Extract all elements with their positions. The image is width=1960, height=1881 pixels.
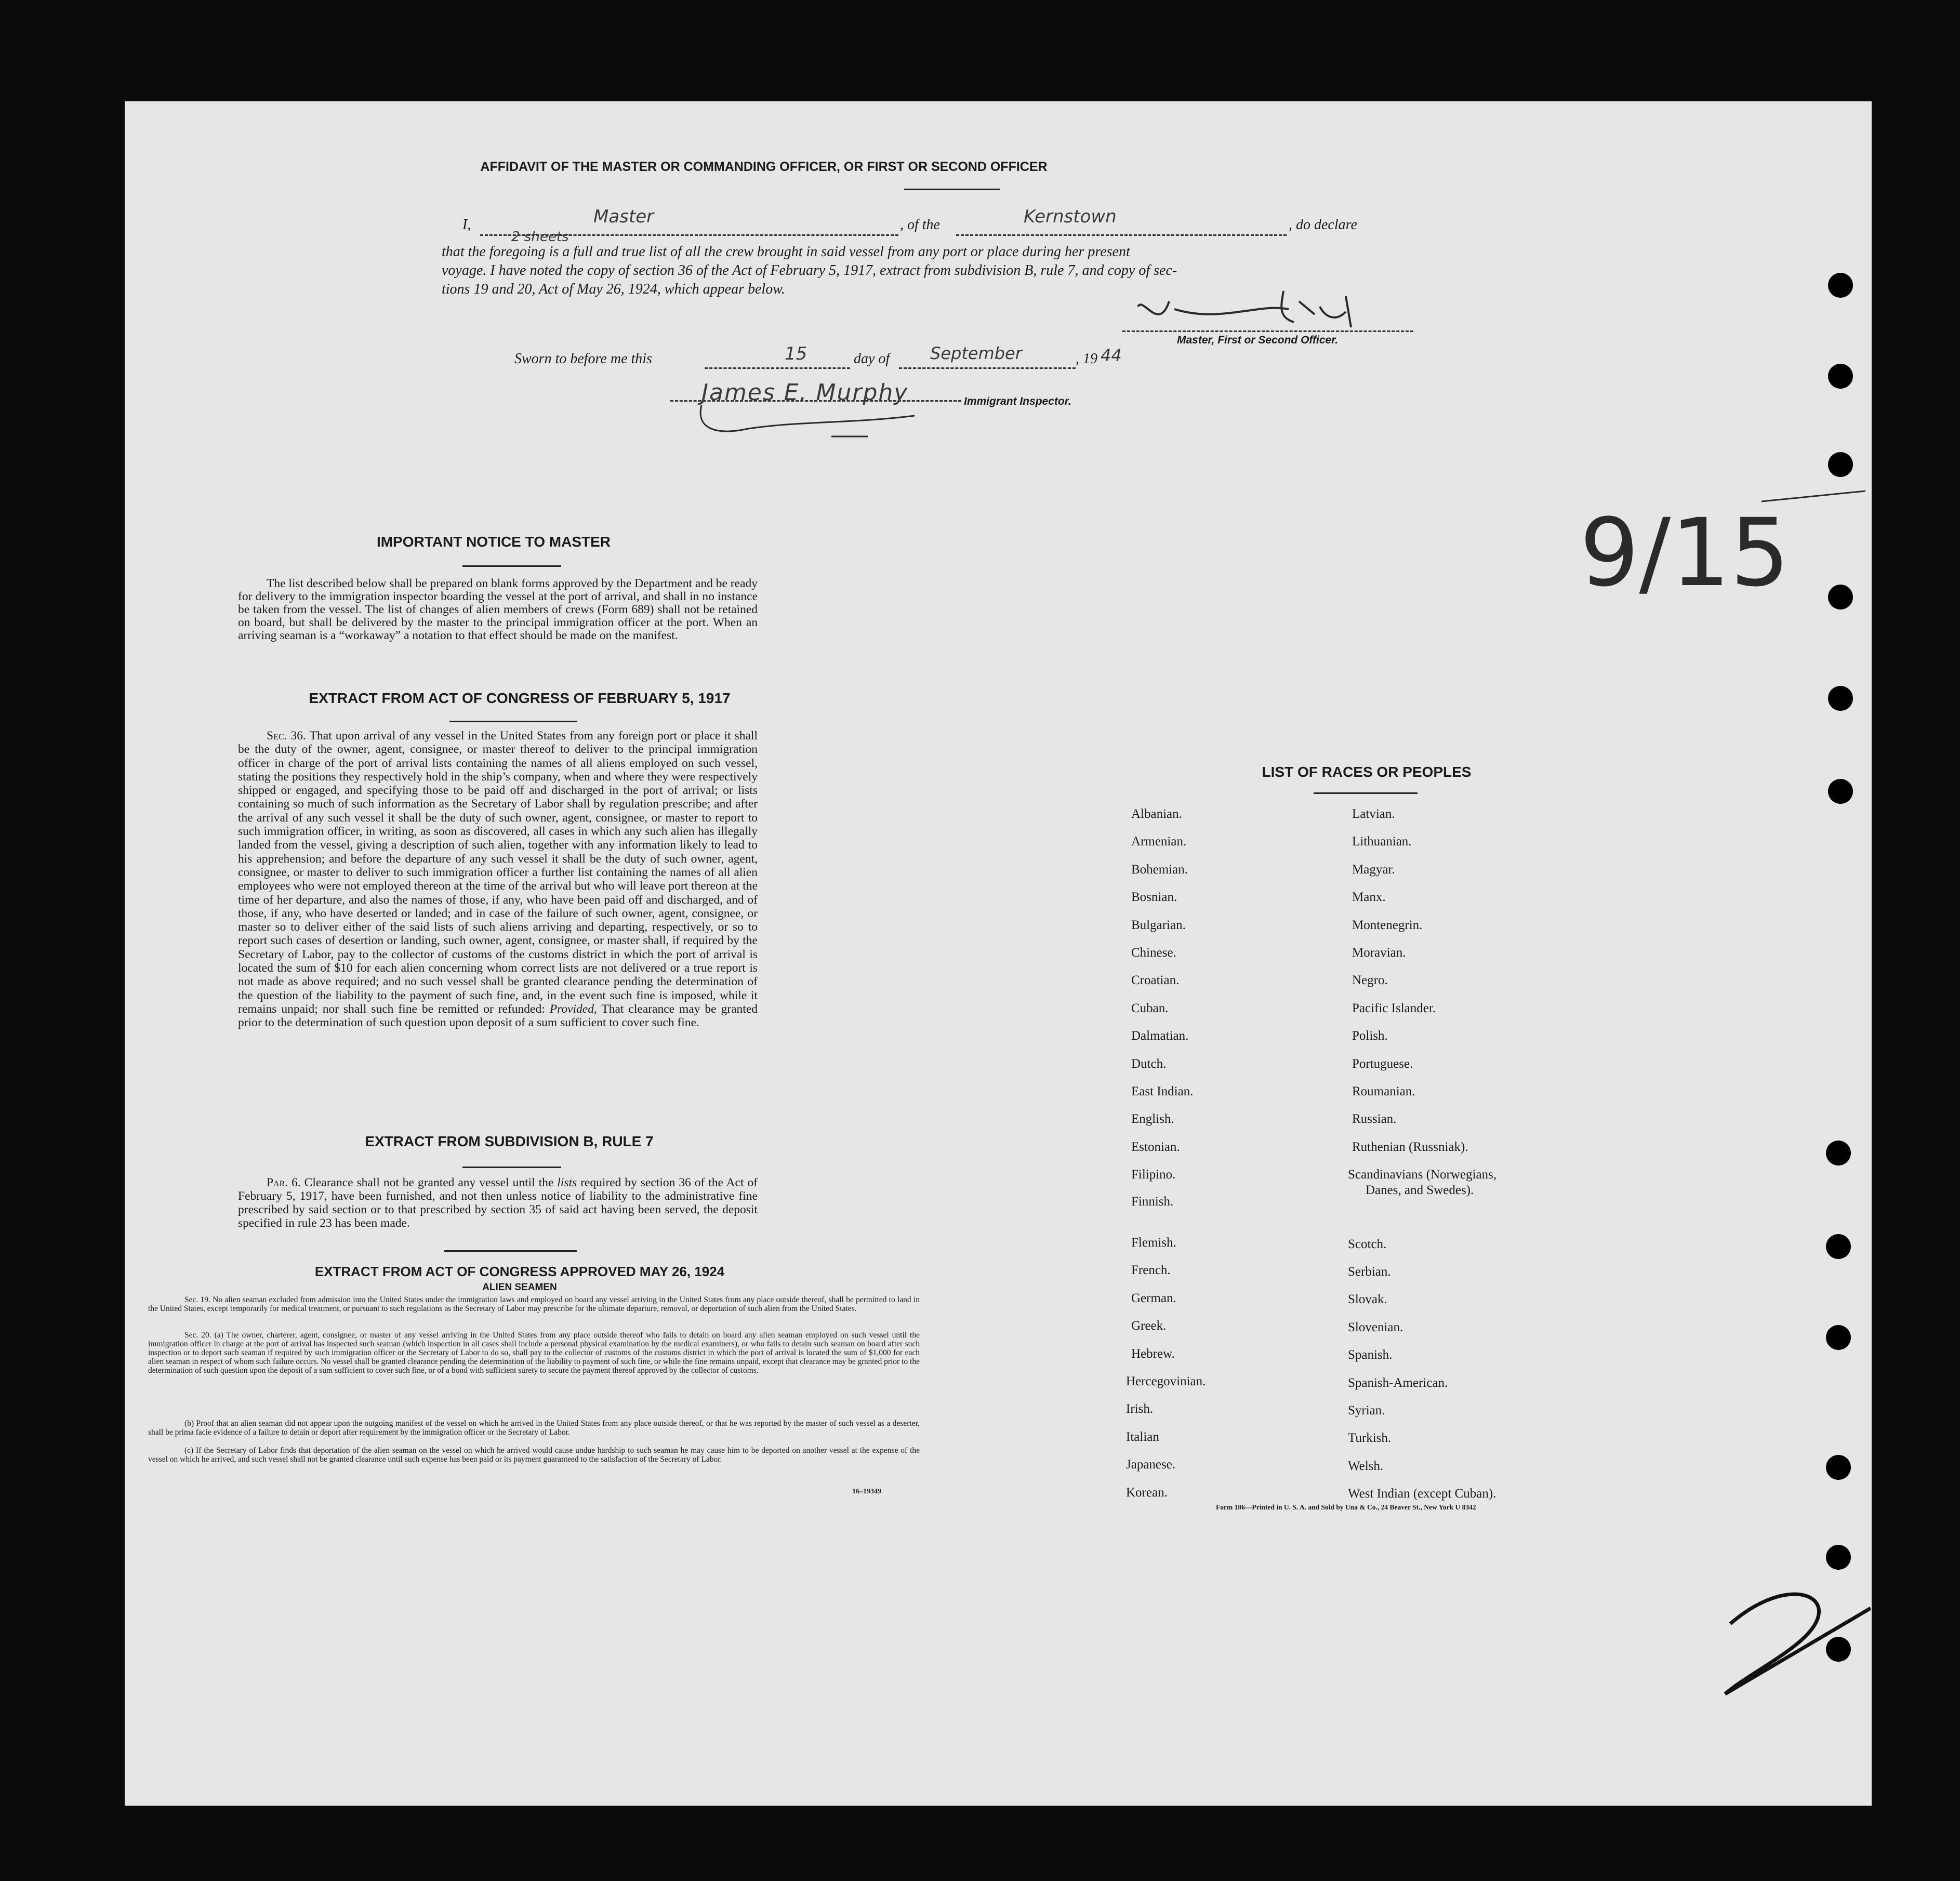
affidavit-title-rule	[904, 189, 1000, 190]
sworn-year: 44	[1101, 346, 1122, 365]
race-item: Spanish.	[1348, 1348, 1393, 1362]
act1917-title-rule	[449, 721, 577, 722]
race-item: Estonian.	[1131, 1140, 1180, 1154]
races-title-rule	[1314, 792, 1418, 794]
race-item: Greek.	[1131, 1319, 1167, 1333]
race-item: Latvian.	[1352, 807, 1395, 821]
master-signature	[1128, 286, 1356, 338]
inspector-caption: Immigrant Inspector.	[964, 395, 1071, 407]
act1917-body	[238, 729, 758, 1030]
binding-hole	[1828, 273, 1853, 298]
act1924-sec20b: (b) Proof that an alien seaman did not appear upon the outgoing manifest of the vessel on which he arrived in the United States from any place outside thereof, or that he was reported by the master of such vessel as a deserter, shall be prima facie evidence of a failure to detain or deport after requirement by the immigration officer or the Secretary of Labor.	[148, 1419, 920, 1437]
binding-hole	[1826, 1455, 1851, 1480]
race-item: Finnish.	[1131, 1195, 1174, 1209]
act1917-sec-label: Sec. 36.	[267, 729, 306, 743]
race-item: Slovenian.	[1348, 1320, 1403, 1334]
race-item: Slovak.	[1348, 1292, 1387, 1307]
sworn-month: September	[930, 343, 1022, 363]
binding-hole	[1828, 364, 1853, 389]
inspector-signature-flourish	[696, 400, 956, 447]
affidavit-line4: tions 19 and 20, Act of May 26, 1924, which appear below.	[442, 281, 785, 297]
act1924-sec19: Sec. 19. No alien seaman excluded from admission into the United States under the immigration laws and employed on board any vessel arriving in the United States from any place outside thereof, shall be permitted to land in the United States, except temporarily for medical treatment, or pursuant to such regulations as the Secretary of Labor may prescribe for the ultimate departure, removal, or deportation of such alien from the United States.	[148, 1295, 920, 1313]
binding-hole	[1828, 585, 1853, 610]
date-margin-note: 9/15	[1580, 499, 1790, 607]
act1924-title: EXTRACT FROM ACT OF CONGRESS APPROVED MAY 26, 1924	[314, 1264, 725, 1279]
race-item: Bohemian.	[1131, 862, 1188, 877]
notice-body: The list described below shall be prepared on blank forms approved by the Department and be ready for delivery to the immigration inspector boarding the vessel at the port of arrival, and shall in no instance be taken from the vessel. The list of changes of alien members of crews (Form 689) shall not be retained on board, but shall be delivered by the master to the principal immigration officer at the port. When an arriving seaman is a “workaway” a notation to that effect should be made on the manifest.	[238, 577, 758, 642]
master-signature-caption: Master, First or Second Officer.	[1177, 334, 1339, 346]
day-of-label: day of	[854, 351, 890, 367]
race-item: Polish.	[1352, 1029, 1388, 1043]
form-page	[125, 101, 1872, 1806]
affidavit-title: AFFIDAVIT OF THE MASTER OR COMMANDING OFFICER, OR FIRST OR SECOND OFFICER	[480, 160, 1048, 174]
race-item: West Indian (except Cuban).	[1348, 1487, 1497, 1501]
race-item: Irish.	[1126, 1402, 1154, 1416]
notice-title: IMPORTANT NOTICE TO MASTER	[376, 534, 611, 550]
act1917-text-end: That clearance may be granted prior to the determination of such question upon deposit of a sum sufficient to cover such fine.	[238, 1002, 758, 1030]
affidavit-line2: that the foregoing is a full and true list of all the crew brought in said vessel from any port or place during her present	[442, 244, 1130, 260]
day-blank	[705, 367, 850, 369]
rule7-lists: lists	[557, 1176, 577, 1189]
race-item: Danes, and Swedes).	[1366, 1183, 1474, 1198]
act1917-text: That upon arrival of any vessel in the United States from any foreign port or place it shall be the duty of the owner, agent, consignee, or master thereof to deliver to the principal immigration officer in charge of the port of arrival lists containing the names of all aliens employed on such vessel, stating the positions they respectively hold in the ship’s company, when and where they were respectively shipped or engaged, and specifying those to be paid off and discharged in the port of arrival; or lists containing so much of such information as the Secretary of Labor shall by regulation prescribe; and after the arrival of any such vessel it shall be the duty of such owner, agent, consignee, or master to report to such immigration officer, in writing, as soon as discovered, all cases in which any such alien has illegally landed from the vessel, giving a description of such alien, together with any information likely to lead to his apprehension; and before the departure of any such vessel it shall be the duty of such owner, agent, consignee, or master to deliver to such immigration officer a further list containing the names of all alien employees who were not employed thereon at the time of the arrival but who will leave port thereon at the time of her departure, and also the names of those, if any, who have been paid off and discharged, and of those, if any, who have deserted or landed; and in case of the failure of such owner, agent, consignee, or master so to deliver either of the said lists of such aliens arriving and departing, respectively, or so to report such cases of desertion or landing, such owner, agent, consignee, or master shall, if required by the Secretary of Labor, pay to the collector of customs of the customs district in which the port of arrival is located the sum of $10 for each alien concerning whom correct lists are not delivered or a true report is not made as above required; and no such vessel shall be granted clearance pending the determination of the question of the liability to the payment of such fine, and, in the event such fine is imposed, while it remains unpaid; nor shall such fine be remitted or refunded:	[238, 729, 758, 1016]
race-item: Russian.	[1352, 1112, 1397, 1127]
printer-footer: Form 186—Printed in U. S. A. and Sold by Una & Co., 24 Beaver St., New York U 8342	[1216, 1503, 1476, 1511]
race-item: Portuguese.	[1352, 1056, 1413, 1071]
binding-hole	[1828, 686, 1853, 711]
binding-hole	[1828, 779, 1853, 804]
race-item: Scotch.	[1348, 1237, 1387, 1251]
race-item: Magyar.	[1352, 862, 1395, 877]
sheets-note: 2 sheets	[511, 229, 569, 245]
year-prefix: , 19	[1076, 351, 1097, 367]
race-item: Cuban.	[1131, 1001, 1169, 1015]
rule7-body	[238, 1176, 758, 1230]
of-the-label: , of the	[900, 217, 940, 233]
rule7-title: EXTRACT FROM SUBDIVISION B, RULE 7	[365, 1133, 654, 1149]
race-item: Flemish.	[1131, 1236, 1176, 1250]
rank-value: Master	[593, 206, 654, 227]
rule7-end-rule	[444, 1250, 577, 1252]
race-item: Dutch.	[1131, 1056, 1167, 1071]
race-item: Moravian.	[1352, 946, 1406, 960]
race-item: Manx.	[1352, 890, 1386, 905]
race-item: French.	[1131, 1263, 1171, 1278]
act1924-form-number: 16–19349	[852, 1488, 881, 1495]
race-item: Pacific Islander.	[1352, 1001, 1436, 1015]
act1917-title: EXTRACT FROM ACT OF CONGRESS OF FEBRUARY 5, 1917	[309, 690, 731, 706]
race-item: Chinese.	[1131, 946, 1176, 960]
rule7-text-b: required by section 36 of the Act of February 5, 1917, have been furnished, and not then unless notice of liability to the administrative fine prescribed by said section or to that prescribed by section 35 of said act having been served, the deposit specified in rule 23 has been made.	[238, 1176, 758, 1230]
affidavit-line1	[462, 206, 1569, 239]
race-item: Spanish-American.	[1348, 1375, 1448, 1390]
race-item: Hercegovinian.	[1126, 1374, 1206, 1388]
act1924-sec20a: Sec. 20. (a) The owner, charterer, agent, consignee, or master of any vessel arriving in the United States from any place outside thereof who fails to detain on board any alien seaman employed on such vessel until the immigration officer in charge at the port of arrival has inspected such seaman (which inspection in all cases shall include a personal physical examination by the medical examiners), or who fails to detain such seaman on board after such inspection or to deport such seaman if required by such immigration officer or the Secretary of Labor to do so, shall pay to the collector of customs of the customs district in which the port of arrival is located the sum of $1,000 for each alien seaman in respect of whom such failure occurs. No vessel shall be granted clearance pending the determination of the liability to payment of such fine, or while the fine remains unpaid, except that clearance may be granted prior to the determination of such question upon the deposit of a sum sufficient to cover such fine, or of a bond with sufficient surety to secure the payment thereof approved by the collector of customs.	[148, 1331, 920, 1375]
race-item: Bulgarian.	[1131, 918, 1186, 932]
race-item: Serbian.	[1348, 1265, 1391, 1279]
notice-title-rule	[462, 565, 561, 567]
race-item: Syrian.	[1348, 1403, 1385, 1418]
race-item: Albanian.	[1131, 807, 1182, 821]
race-item: Korean.	[1126, 1485, 1168, 1500]
rule7-title-rule	[462, 1167, 561, 1168]
race-item: Welsh.	[1348, 1459, 1384, 1473]
sworn-day: 15	[785, 343, 807, 364]
race-item: Japanese.	[1126, 1458, 1176, 1472]
races-title: LIST OF RACES OR PEOPLES	[1262, 764, 1472, 780]
race-item: Negro.	[1352, 973, 1388, 988]
affidavit-i-label: I,	[462, 217, 471, 233]
binding-hole	[1826, 1234, 1851, 1259]
binding-hole	[1826, 1325, 1851, 1350]
race-item: German.	[1131, 1291, 1176, 1305]
race-item: Roumanian.	[1352, 1084, 1415, 1098]
race-item: Turkish.	[1348, 1431, 1392, 1446]
race-item: Armenian.	[1131, 834, 1187, 849]
race-item: Bosnian.	[1131, 890, 1177, 905]
act1924-sec20c: (c) If the Secretary of Labor finds that deportation of the alien seaman on the vessel on which he arrived would cause undue hardship to such seaman he may cause him to be deported on another vessel at the expense of the vessel on which he arrived, and such vessel shall not be granted clearance until such expense has been paid or its payment guaranteed to the satisfaction of the Secretary of Labor.	[148, 1446, 920, 1464]
race-item: Italian	[1126, 1429, 1159, 1444]
rule7-text-a: Clearance shall not be granted any vessel until the	[304, 1176, 554, 1189]
sworn-line	[514, 343, 1190, 374]
race-item: East Indian.	[1131, 1084, 1194, 1098]
master-signature-line	[1122, 330, 1413, 332]
race-item: Ruthenian (Russniak).	[1352, 1140, 1468, 1154]
binding-hole	[1828, 452, 1853, 477]
vessel-blank	[956, 234, 1287, 236]
race-item: English.	[1131, 1112, 1174, 1127]
race-item: Montenegrin.	[1352, 918, 1423, 932]
sworn-prefix: Sworn to before me this	[514, 351, 652, 367]
vessel-value: Kernstown	[1024, 206, 1117, 227]
binding-hole	[1826, 1141, 1851, 1165]
race-item: Croatian.	[1131, 973, 1180, 988]
act1924-subtitle: ALIEN SEAMEN	[482, 1282, 557, 1293]
race-item: Hebrew.	[1131, 1346, 1175, 1361]
race-item: Filipino.	[1131, 1168, 1176, 1182]
inspector-signature: James E. Murphy	[701, 379, 909, 406]
race-item: Lithuanian.	[1352, 834, 1412, 849]
race-item: Dalmatian.	[1131, 1029, 1189, 1043]
date-note-stroke	[1762, 486, 1865, 507]
month-blank	[899, 367, 1076, 369]
race-item: Scandinavians (Norwegians,	[1348, 1168, 1497, 1182]
binding-hole	[1826, 1637, 1851, 1662]
do-declare-label: , do declare	[1289, 217, 1357, 233]
act1917-provided: Provided,	[549, 1002, 597, 1016]
rule7-par-label: Par. 6.	[267, 1176, 301, 1189]
affidavit-line3: voyage. I have noted the copy of section 36 of the Act of February 5, 1917, extract from subdivision B, rule 7, and copy of sec-	[442, 262, 1177, 279]
binding-hole	[1826, 1545, 1851, 1570]
